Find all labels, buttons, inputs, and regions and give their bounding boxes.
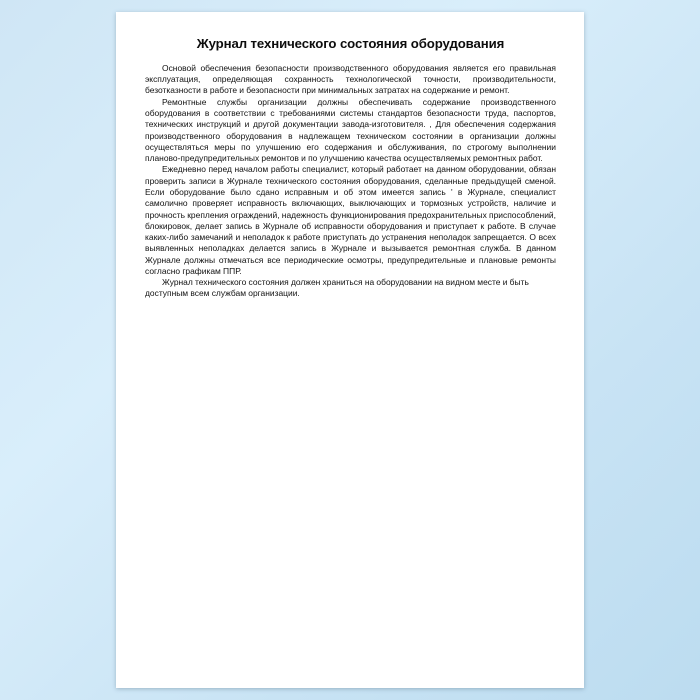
page-content [145,36,556,300]
page-title: Журнал технического состояния оборудования [196,36,505,51]
document-page [116,12,584,688]
paragraph-3: Ежедневно перед началом работы специалист, который работает на данном оборудовании, обязан проверить записи в Журнале технического состояния оборудования, сделанные предыдущей сменой. Если оборудование было сдано исправным и об этом имеется запись ' в Журнале, специалист самолично проверяет исправность включающих, выключающих и тормозных устройств, наличие и прочность крепления ограждений, надежность функционирования предохранительных приспособлений, блокировок, делает запись в Журнале об исправности оборудования и приступает к работе. В случае каких-либо замечаний и неполадок к работе приступать до устранения неполадок запрещается. О всех выявленных неполадках делается запись в Журнале и вызывается ремонтная служба. В данном Журнале должны отмечаться все периодические осмотры, предупредительные и плановые ремонты согласно графикам ППР. [145,164,556,276]
paragraph-4: Журнал технического состояния должен храниться на оборудовании на видном месте и быть доступным всем службам организации. [145,277,529,299]
paragraph-2: Ремонтные службы организации должны обеспечивать содержание производственного оборудования в соответствии с требованиями системы стандартов безопасности труда, паспортов, технических инструкций и другой документации завода-изготовителя. , Для обеспечения содержания производственного оборудования в надлежащем техническом состоянии в организации должны осуществляться меры по улучшению его содержания и обслуживания, по строгому выполнении планово-предупредительных ремонтов и по улучшению качества осуществляемых ремонтных работ. [145,96,556,164]
paragraph-1: Основой обеспечения безопасности производственного оборудования является его правильная эксплуатация, определяющая сохранность технологической точности, производительности, безотказности в работе и безопасности при минимальных затратах на содержание и ремонт. [145,62,556,96]
document-body [145,63,556,300]
